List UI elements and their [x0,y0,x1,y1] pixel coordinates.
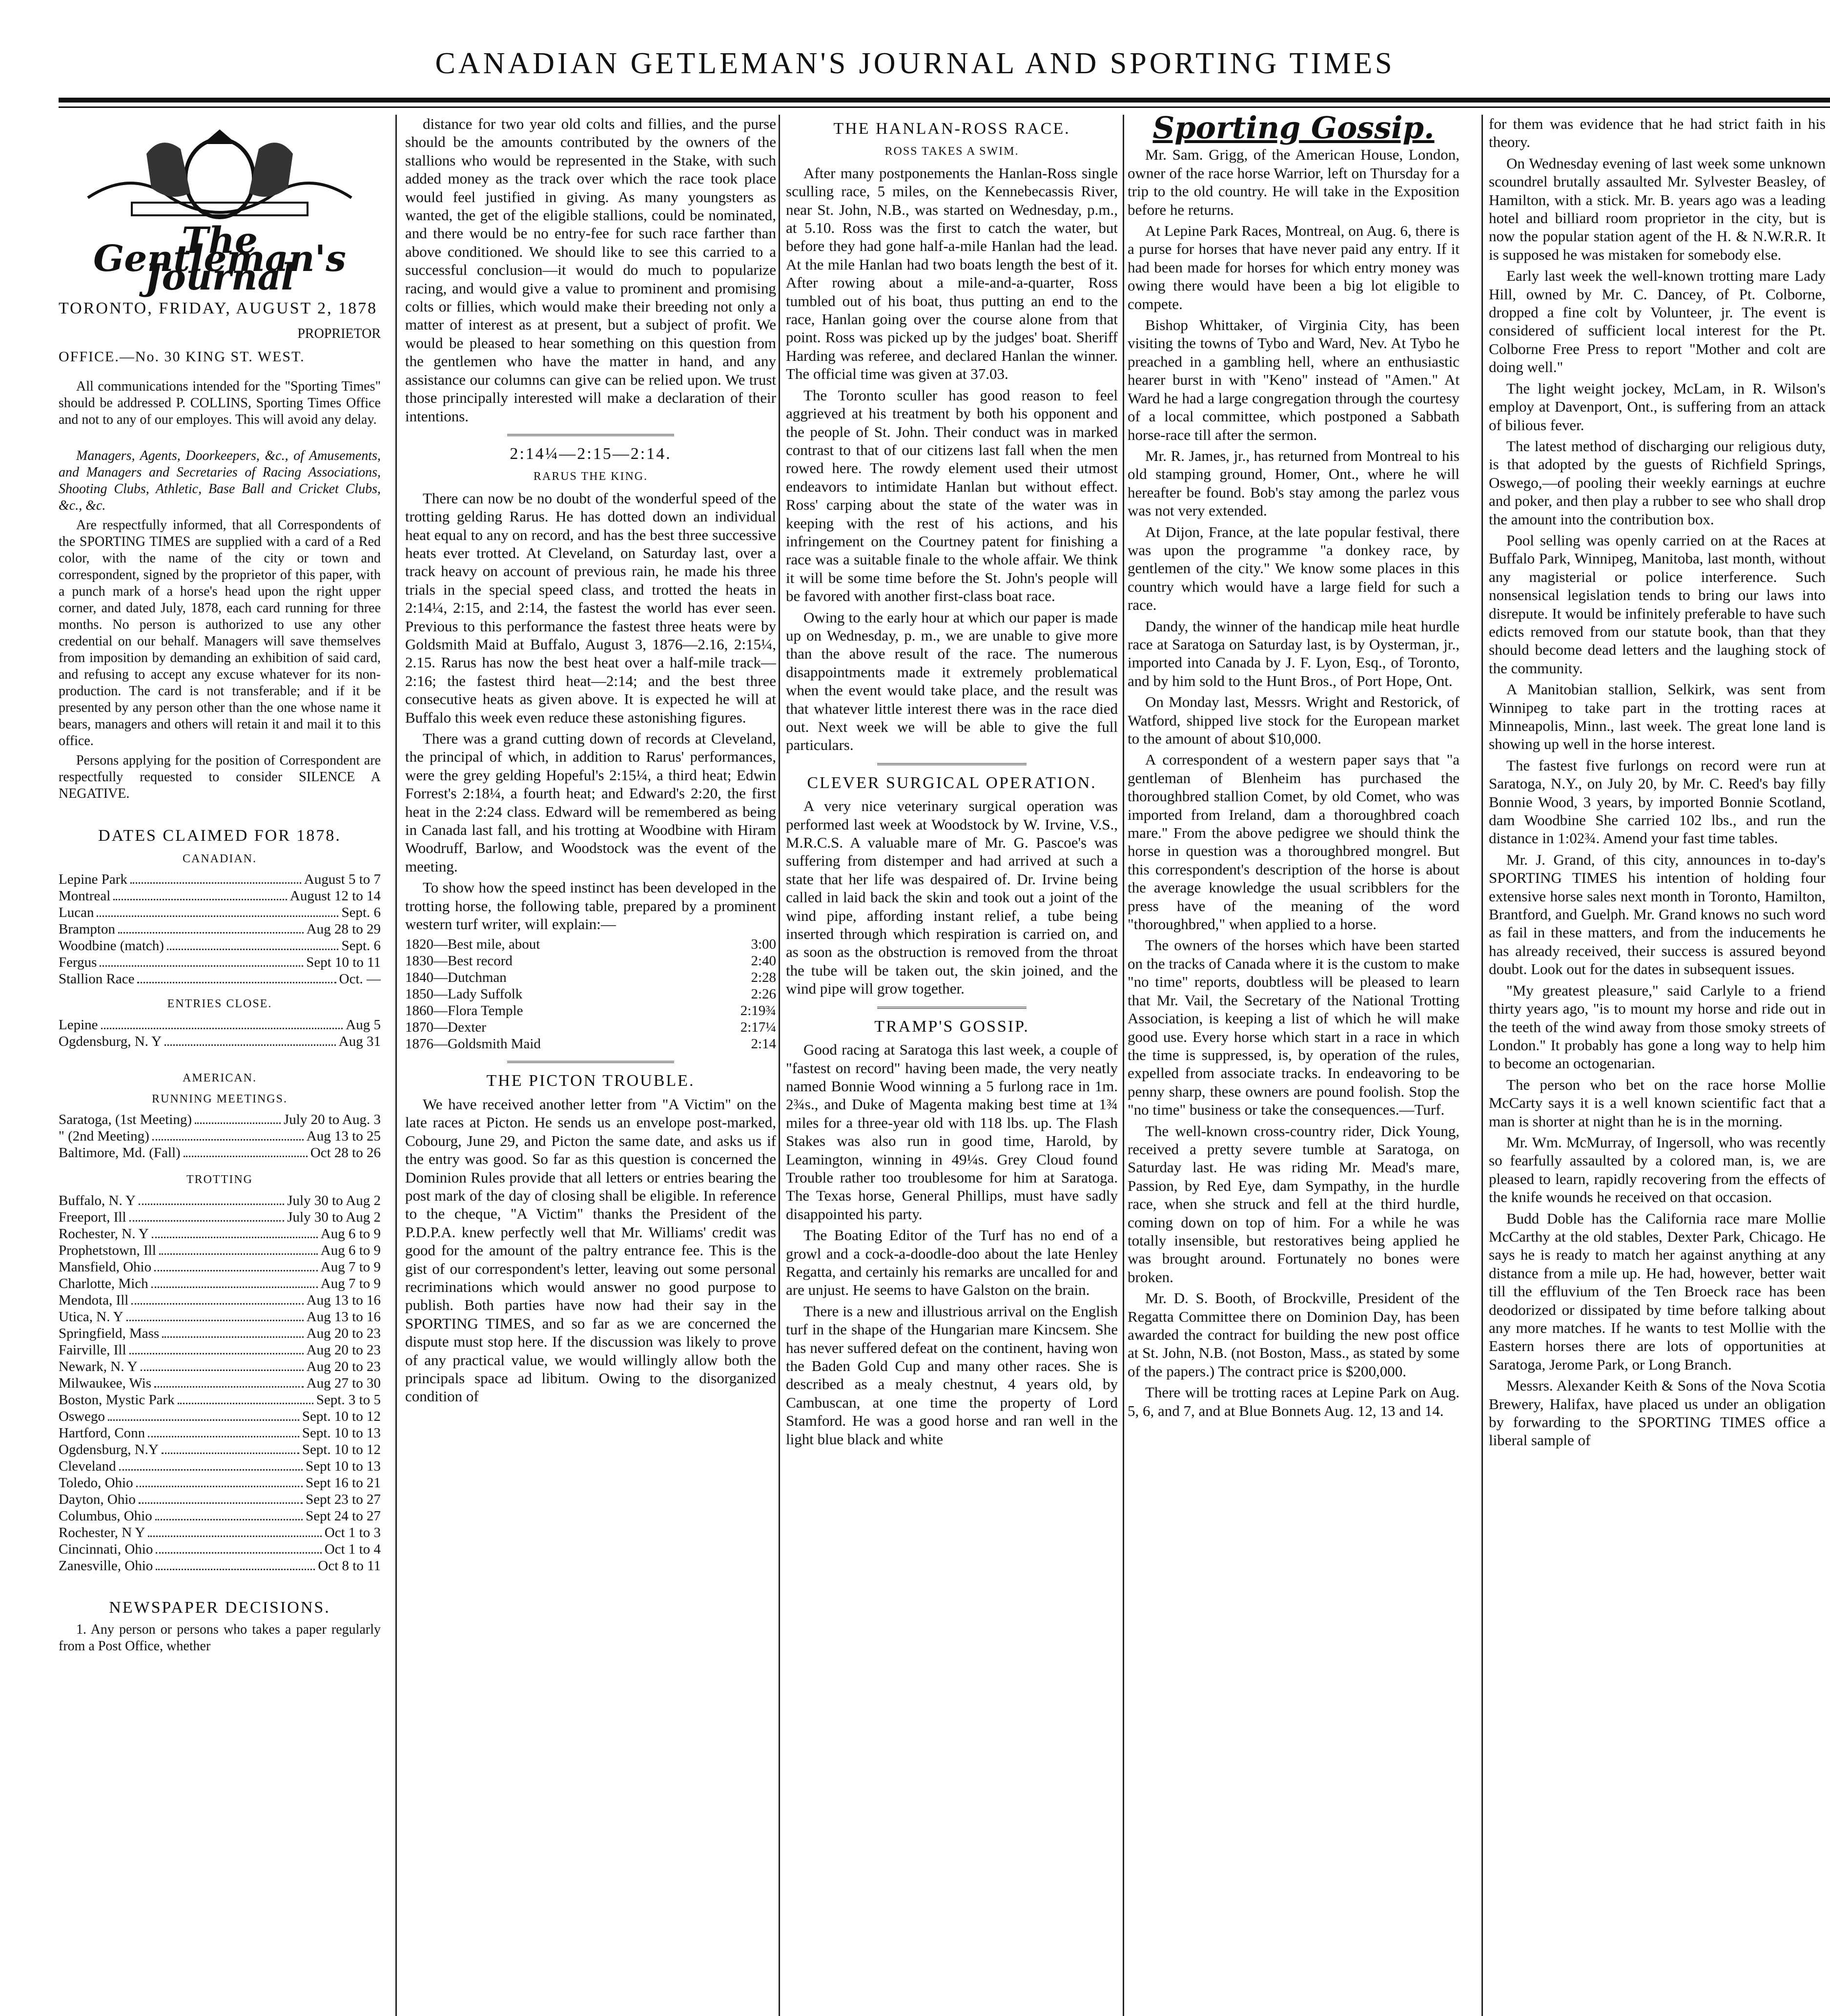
list-item-place: Charlotte, Mich [59,1275,148,1291]
article-text: A Manitobian stallion, Selkirk, was sent from Winnipeg to take part in the trotting races at Minneapolis, Minn., last week. The great lone land is showing up well in the horse interest. [1489,681,1826,753]
article-text: distance for two year old colts and fillies, and the purse should be the amounts contributed by the owners of the stallions who would be represented in the Stake, with such added money as the track over which the race took place would feel justified in giving. As many youngsters as wanted, the get of the eligible stallions, could be nominated, and there would be no entry-fee for such race farther than above conditioned. We should like to see this carried to a successful conclusion—it would do much to popularize racing, and would give a value to prominent and promising colts or fillies, which would make their breeding not only a matter of interest as at present, but a subject of profit. We would be pleased to hear something on this question from the gentlemen who have the matter in hand, and any assistance our columns can give can be relied upon. We trust those principally interested will make a declaration of their intentions. [405,115,776,425]
list-item-place: Columbus, Ohio [59,1508,152,1524]
leader-dots [130,871,301,884]
list-item-date: Aug 6 to 9 [320,1226,381,1242]
list-item [59,1541,381,1558]
column-3 [786,115,1118,2016]
list-item-place: Lucan [59,905,94,921]
list-item [59,1192,381,1209]
column-rule [1123,115,1124,2016]
list-item-place: Ogdensburg, N.Y [59,1441,159,1457]
article-text: Messrs. Alexander Keith & Sons of the Nova Scotia Brewery, Halifax, have placed us under an obligation by forwarding to the SPORTING TIMES office a liberal sample of [1489,1377,1826,1449]
list-item [59,1209,381,1226]
article-text: The fastest five furlongs on record were run at Saratoga, N.Y., on July 20, by Mr. C. Reed's bay filly Bonnie Wood, 3 years, by imported Bonnie Scotland, dam Woodbine She carried 102 lbs., and run the distance in 1:02¾. Amend your fast time tables. [1489,756,1826,847]
leader-dots [148,1524,321,1537]
list-item-place: Toledo, Ohio [59,1475,133,1491]
column-rule [1481,115,1483,2016]
table-cell-entry: 1820—Best mile, about [405,936,540,953]
proprietor-label: PROPRIETOR [297,326,381,341]
list-item-place: Cincinnati, Ohio [59,1541,153,1557]
column-4 [1128,115,1460,2016]
article-text: "My greatest pleasure," said Carlyle to a friend thirty years ago, "is to mount my horse and ride out in the teeth of the wind away from those smoky streets of London." It probably has gone a long way to help him to become an octogenarian. [1489,981,1826,1072]
leader-dots [108,1408,299,1421]
leader-dots [131,1292,303,1305]
leader-dots [195,1111,281,1124]
leader-dots [129,1342,304,1354]
article-text: Mr. R. James, jr., has returned from Montreal to his old stamping ground, Homer, Ont., where he will hereafter be found. Bob's stay among the parlez vous was not very extended. [1128,447,1460,520]
dateline: TORONTO, FRIDAY, AUGUST 2, 1878 [59,299,378,318]
list-item [59,1358,381,1375]
list-item-place: Woodbine (match) [59,938,164,954]
list-item [59,1144,381,1161]
leader-dots [156,1558,315,1570]
list-item-date: Aug 6 to 9 [320,1242,381,1258]
hanlan-subheading: ROSS TAKES A SWIM. [884,145,1019,158]
leader-dots [118,921,304,934]
list-item-place: Saratoga, (1st Meeting) [59,1112,192,1128]
article-text: Early last week the well-known trotting mare Lady Hill, owned by Mr. C. Dancey, of Pt. Colborne, dropped a fine colt by Volunteer, jr. The event is considered of sufficient local interest for the Pt. Colborne Free Press to report "Mother and colt are doing well." [1489,267,1826,376]
article-text: Budd Doble has the California race mare Mollie McCarthy at the old stables, Dexter Park, Chicago. He says he is ready to match her against anything at any distance from a mile up. He had, however, better wait till the effluvium of the Ten Broeck race has been deodorized or dissipated by time before talking about any more matches. If he wants to test Mollie with the Eastern horses there are lots of opportunities at Saratoga, Jerome Park, or Long Branch. [1489,1209,1826,1373]
list-item-place: Buffalo, N. Y [59,1192,136,1208]
list-item-date: Sept. 10 to 13 [302,1425,381,1441]
rarus-subheading: RARUS THE KING. [533,470,648,483]
list-item-place: Montreal [59,888,111,904]
list-item-date: Aug 28 to 29 [306,921,381,937]
list-item-date: August 12 to 14 [289,888,381,904]
leader-dots [100,954,303,967]
article-text: Mr. Sam. Grigg, of the American House, London, owner of the race horse Warrior, left on Thursday for a trip to the old country. He will take in the Exposition before he returns. [1128,146,1460,218]
list-item-date: Aug 20 to 23 [306,1342,381,1358]
list-item-date: Sept. 10 to 12 [302,1408,381,1424]
leader-dots [137,971,336,983]
article-text: Mr. J. Grand, of this city, announces in to-day's SPORTING TIMES his intention of holding four extensive horse sales next month in Toronto, Hamilton, Brantford, and Guelph. Mr. Grand knows no such word as fail in these matters, and from the inducements he has already received, their success is assured beyond doubt. Look out for the dates in subsequent issues. [1489,851,1826,978]
list-item-place: Hartford, Conn [59,1425,145,1441]
leader-dots [141,1358,304,1371]
leader-dots [101,1017,343,1029]
leader-dots [136,1475,303,1487]
article-text: At Lepine Park Races, Montreal, on Aug. 6, there is a purse for horses that have never paid any entry. If it had been made for horses for which entry money was owing there would have been a big lot eligible to compete. [1128,222,1460,312]
list-item-date: August 5 to 7 [304,872,381,888]
list-item-date: Sept 10 to 11 [306,955,381,971]
list-item-place: Boston, Mystic Park [59,1392,175,1408]
masthead-rule [59,98,1830,103]
leader-dots [139,1192,284,1205]
leader-dots [152,1128,304,1141]
list-item-date: Aug 27 to 30 [306,1375,381,1391]
list-item-date: Sept. 6 [341,905,381,921]
list-item-date: Sept 16 to 21 [306,1475,381,1491]
column-rule [395,115,397,2016]
article-text: The person who bet on the race horse Mollie McCarty says it is a well known scientific fact that a man is shorter at night than he is in the morning. [1489,1076,1826,1130]
list-item-date: Aug 13 to 16 [306,1292,381,1308]
list-item-place: Utica, N. Y [59,1309,123,1325]
leader-dots [154,1259,318,1271]
article-text: The light weight jockey, McLam, in R. Wilson's employ at Davenport, Ont., is suffering from an attack of bilious fever. [1489,379,1826,434]
column-2 [405,115,776,2016]
list-item-date: Oct 1 to 3 [324,1524,381,1540]
list-item-date: Oct 1 to 4 [324,1541,381,1557]
article-text: The latest method of discharging our religious duty, is that adopted by the guests of Richfield Springs, Oswego,—of pooling their weekly earnings at euchre and poker, and then play a rubber to see who shall drop the amount into the contribution box. [1489,437,1826,528]
leader-dots [154,1375,304,1388]
list-item [59,888,381,904]
list-item [59,904,381,921]
leader-dots [126,1309,304,1321]
article-text: There was a grand cutting down of records at Cleveland, the principal of which, in addition to Rarus' performances, were the grey gelding Hopeful's 2:15¼, a third heat; Edwin Forrest's 2:18¼, a fourth heat; and Edward's 2:20, the first heat in the 2:24 class. Edward will be remembered as being in Canada last fall, and his trotting at Woodbine with Hiram Woodruff, Barlow, and Woodstock was the event of the meeting. [405,730,776,875]
table-cell-entry: 1860—Flora Temple [405,1003,523,1019]
list-item-place: Lepine [59,1017,98,1033]
article-text: Bishop Whittaker, of Virginia City, has been visiting the towns of Tybo and Ward, Nev. At Tybo he preached in a gambling hell, where an enthusiastic hearer burst in with "Keno" instead of "Amen." At Ward he had a large congregation through the courtesy of a local committee, which postponed a Sabbath horse-race till after the sermon. [1128,316,1460,443]
leader-dots [184,1144,308,1157]
list-item [59,1111,381,1128]
list-item [59,1342,381,1358]
entries-heading: ENTRIES CLOSE. [167,998,272,1011]
list-item [59,1128,381,1144]
list-item-date: Aug 5 [346,1017,381,1033]
list-item-date: July 20 to Aug. 3 [284,1112,381,1128]
table-row [405,1019,776,1036]
list-item [59,1242,381,1259]
list-item-place: Mendota, Ill [59,1292,129,1308]
table-cell-time: 2:40 [751,953,776,969]
picton-heading: THE PICTON TROUBLE. [486,1072,695,1090]
running-list [59,1111,381,1161]
table-cell-time: 2:17¼ [740,1019,776,1036]
list-item [59,1292,381,1309]
american-heading: AMERICAN. [182,1071,257,1084]
leader-dots [167,937,339,950]
list-item [59,921,381,937]
list-item-date: July 30 to Aug 2 [287,1209,381,1225]
leader-dots [119,1458,303,1471]
table-cell-entry: 1830—Best record [405,953,513,969]
article-text: The owners of the horses which have been started on the tracks of Canada where it is the custom to make "no time" reports, doubtless will be pleased to learn that Mr. Vail, the Secretary of the National Trotting Association, is keeping a list of which he will make good use. Every horse which start in a race in which the time is suppressed, is, by operation of the rules, expelled from associate tracks. In endeavoring to be penny sharp, these owners are pound foolish. Stop the "no time" business or take the consequences.—Turf. [1128,936,1460,1119]
separator [877,763,1027,765]
article-text: Pool selling was openly carried on at the Races at Buffalo Park, Winnipeg, Manitoba, last month, without any magisterial or police interference. Such nonsensical legislation tends to bring our laws into disrepute. It would be infinitely preferable to have such edicts removed from our statute book, than that they should become dead letters and the laughing stock of the community. [1489,531,1826,677]
list-item-place: Oswego [59,1408,105,1424]
article-text: There can now be no doubt of the wonderful speed of the trotting gelding Rarus. He has dotted down an individual heat equal to any on record, and has the best three successive heats ever trotted. At Cleveland, on Saturday last, over a track heavy on account of previous rain, he made his three trials in the special speed class, and trotted the heats in 2:14¼, 2:15, and 2:14, the fastest the world has ever seen. Previous to this performance the fastest three heats were by Goldsmith Maid at Buffalo, August 3, 1876—2.16, 2:15¼, 2.15. Rarus has now the best heat over a half-mile track—2:16; the fastest third heat—2:14; and the best three consecutive heats as given above. It is expected he will at Buffalo this week even reduce these astonishing figures. [405,489,776,726]
leader-dots [156,1541,321,1554]
list-item-place: Prophetstown, Ill [59,1242,156,1258]
leader-dots [178,1392,313,1404]
entries-list [59,1017,381,1050]
newspaper-body: 1. Any person or persons who takes a paper regularly from a Post Office, whether [59,1622,381,1654]
article-text: Owing to the early hour at which our paper is made up on Wednesday, p. m., we are unable to give more than the above result of the race. The numerous disappointments made it extremely problematical when the event would take place, and the result was that whatever little interest there was in the race died out. Next week we will be able to give the full particulars. [786,608,1118,754]
trotting-heading: TROTTING [186,1173,253,1186]
leader-dots [129,1209,285,1222]
list-item-place: Freeport, Ill [59,1209,126,1225]
table-row [405,936,776,953]
table-row [405,969,776,986]
leader-dots [162,1441,299,1454]
notice: All communications intended for the "Sporting Times" should be addressed P. COLLINS, Sporting Times Office and not to any of our employes. This will avoid any delay. [59,379,381,428]
canadian-heading: CANADIAN. [183,852,257,865]
list-item-place: " (2nd Meeting) [59,1128,149,1144]
list-item [59,1259,381,1275]
article-text: We have received another letter from "A Victim" on the late races at Picton. He sends us an envelope post-marked, Cobourg, June 29, and Picton the same date, and asks us if the entry was good. So far as this question is concerned the Dominion Rules provide that all letters or entries bearing the post mark of the day of closing shall be eligible. In reference to the cheque, "A Victim" thanks the President of the P.D.P.A. knew perfectly well that Mr. Williams' credit was good for the amount of the paltry entrance fee. This is the gist of our correspondent's letter, leaving out some personal recriminations which would answer no good purpose to publish. Both parties have now had their say in the SPORTING TIMES, and so far as we are concerned the dispute must stop here. If the discussion was likely to prove of any practical value, we would willingly allow both the principals space ad libitum. Owing to the disorganized condition of [405,1095,776,1405]
list-item [59,1375,381,1392]
list-item-date: Aug 20 to 23 [306,1358,381,1374]
table-cell-entry: 1840—Dutchman [405,970,507,986]
list-item [59,1226,381,1242]
list-item [59,1033,381,1050]
list-item-place: Mansfield, Ohio [59,1259,152,1275]
leader-dots [162,1325,304,1338]
masthead: CANADIAN GETLEMAN'S JOURNAL AND SPORTING TIMES [435,47,1395,80]
table-row [405,986,776,1002]
list-item-place: Lepine Park [59,872,127,888]
list-item [59,871,381,888]
managers-body: Are respectfully informed, that all Correspondents of the SPORTING TIMES are supplied with a card of a Red color, with the name of the city or town and correspondent, signed by the proprietor of this paper, with a punch mark of a horse's head upon the right upper corner, and dated July, 1878, each card running for three months. No person is authorized to use any other credential on our behalf. Managers will save themselves from imposition by demanding an exhibition of said card, and refusing to accept any excuse whatever for its non-production. The card is not transferable; and if it be presented by any person other than the one whose name it bears, managers and others will retain it and mail it to this office. [59,518,381,749]
list-item-date: Aug 13 to 25 [306,1128,381,1144]
article-text: A very nice veterinary surgical operation was performed last week at Woodstock by W. Irvine, V.S., M.R.C.S. A valuable mare of Mr. G. Pascoe's was suffering from distemper and had arrived at such a state that her life was despaired of. Dr. Irvine being called in laid back the skin and took out a joint of the wind pipe, affording instant relief, a tube being inserted through which respiration is carried on, and as soon as the obstruction is removed from the throat the tube will be taken out, the skin joined, and the wind pipe will grow together. [786,797,1118,998]
leader-dots [151,1275,318,1288]
list-item-place: Ogdensburg, N. Y [59,1033,162,1049]
trotting-list [59,1192,381,1574]
dates-heading: DATES CLAIMED FOR 1878. [98,827,341,845]
list-item-date: Sept. 3 to 5 [316,1392,381,1408]
leader-dots [159,1242,318,1255]
table-cell-time: 2:28 [751,970,776,986]
article-text: Dandy, the winner of the handicap mile heat hurdle race at Saratoga on Saturday last, is by Oysterman, jr., imported into Canada by J. F. Lyon, Esq., of Toronto, and by him sold to the Hunt Bros., of Port Hope, Ont. [1128,617,1460,689]
list-item [59,1392,381,1408]
leader-dots [113,888,287,900]
separator [507,1061,674,1063]
list-item-place: Dayton, Ohio [59,1491,136,1507]
article-text: After many postponements the Hanlan-Ross single sculling race, 5 miles, on the Kennebecassis River, near St. John, N.B., was started on Wednesday, p.m., at 5.10. Ross was the first to catch the water, but before they had gone half-a-mile Hanlan had the lead. At the mile Hanlan had two boats length the best of it. After rowing about a mile-and-a-quarter, Ross tumbled out of his boat, thus putting an end to the race, Hanlan going over the course alone from that point. Ross was picked up by the judges' boat. Sheriff Harding was referee, and declared Hanlan the winner. The official time was given at 37.03. [786,164,1118,383]
table-cell-entry: 1876—Goldsmith Maid [405,1036,541,1052]
times-heading: 2:14¼—2:15—2:14. [510,444,672,463]
list-item-date: Aug 7 to 9 [320,1275,381,1291]
article-text: The Boating Editor of the Turf has no end of a growl and a cock-a-doodle-doo about the late Henley Regatta, and certainly his remarks are uncalled for and are unjust. He seems to have Galston on the brain. [786,1226,1118,1299]
list-item-place: Fergus [59,955,97,971]
list-item-date: Sept. 6 [341,938,381,954]
table-cell-time: 2:14 [751,1036,776,1052]
article-text: At Dijon, France, at the late popular festival, there was upon the programme "a donkey race, by gentlemen of the city." We know some places in this country which would have a large field for such a race. [1128,523,1460,614]
list-item-place: Fairville, Ill [59,1342,126,1358]
list-item [59,1491,381,1508]
list-item-date: Aug 20 to 23 [306,1325,381,1341]
list-item-place: Zanesville, Ohio [59,1558,153,1574]
list-item-date: Oct 28 to 26 [310,1145,381,1161]
list-item-date: Aug 7 to 9 [320,1259,381,1275]
table-cell-time: 2:26 [751,986,776,1002]
article-text: A correspondent of a western paper says that "a gentleman of Blenheim has purchased the thoroughbred stallion Comet, by old Comet, who was imported from Ireland, dam a thoroughbred coach mare." From the above pedigree we should think the horse in question was a thoroughbred mongrel. But this correspondent's description of the horse is about the average knowledge the usual scribblers for the press have of the meaning of the word "thoroughbred," when applied to a horse. [1128,751,1460,933]
leader-dots [164,1033,336,1046]
list-item-date: Aug 13 to 16 [306,1309,381,1325]
list-item [59,1309,381,1325]
column-1 [59,115,381,2016]
article-text: There is a new and illustrious arrival on the English turf in the shape of the Hungarian mare Kincsem. She has never suffered defeat on the continent, having won the Baden Gold Cup and many other races. She is described as a mealy chestnut, 4 years old, by Cambuscan, at one time the property of Lord Stamford. He was a good horse and ran well in the light blue black and white [786,1302,1118,1448]
list-item [59,1458,381,1475]
separator [877,1007,1027,1009]
hanlan-heading: THE HANLAN-ROSS RACE. [833,120,1070,138]
tramp-heading: TRAMP'S GOSSIP. [874,1017,1029,1036]
list-item-date: Oct. — [339,971,381,987]
speed-table [405,936,776,1052]
leader-dots [97,904,338,917]
table-cell-entry: 1870—Dexter [405,1019,486,1036]
column-rule [779,115,780,2016]
list-item [59,1425,381,1441]
journal-title: The Gentleman's Journal [93,220,346,298]
applying-notice: Persons applying for the position of Correspondent are respectfully requested to consider SILENCE A NEGATIVE. [59,753,381,802]
article-text: The Toronto sculler has good reason to feel aggrieved at his treatment by both his opponent and the people of St. John. Their conduct was in marked contrast to that of our citizens last fall when the men rowed here. The rowdy element used their utmost endeavors to intimidate Hanlan but without effect. Ross' carping about the state of the water was in keeping with the rest of his actions, and his infringement on the Courtney patent for finishing a race was a suitable finale to the whole affair. We think it will be some time before the St. John's people will be favored with another first-class boat race. [786,386,1118,605]
list-item-date: Sept 24 to 27 [306,1508,381,1524]
list-item-place: Springfield, Mass [59,1325,160,1341]
list-item-place: Newark, N. Y [59,1358,138,1374]
list-item [59,1475,381,1491]
sporting-gossip-heading: Sporting Gossip. [1152,115,1435,145]
article-text: On Monday last, Messrs. Wright and Restorick, of Watford, shipped live stock for the European market to the amount of about $10,000. [1128,693,1460,747]
column-5 [1489,115,1826,2016]
leader-dots [152,1226,318,1238]
table-cell-time: 2:19¾ [740,1003,776,1019]
office-address: OFFICE.—No. 30 KING ST. WEST. [59,349,305,365]
article-text: Mr. Wm. McMurray, of Ingersoll, who was recently so fearfully assaulted by a colored man, is, we are pleased to learn, rapidly recovering from the effects of the knife wounds he received on that occasion. [1489,1133,1826,1206]
leader-dots [155,1508,303,1520]
list-item-place: Rochester, N Y [59,1524,145,1540]
list-item-place: Cleveland [59,1458,116,1474]
list-item [59,937,381,954]
surgical-heading: CLEVER SURGICAL OPERATION. [807,773,1097,792]
list-item [59,1524,381,1541]
article-text: for them was evidence that he had strict faith in his theory. [1489,115,1826,151]
list-item [59,971,381,987]
table-cell-entry: 1850—Lady Suffolk [405,986,523,1002]
list-item [59,1558,381,1574]
royal-crest-icon [73,125,366,227]
list-item-date: Sept. 10 to 12 [302,1441,381,1457]
list-item [59,1408,381,1425]
list-item-place: Brampton [59,921,115,937]
leader-dots [148,1425,299,1437]
list-item-place: Baltimore, Md. (Fall) [59,1145,181,1161]
table-row [405,1002,776,1019]
masthead-rule-thin [59,106,1830,108]
running-heading: RUNNING MEETINGS. [152,1093,288,1106]
article-text: To show how the speed instinct has been developed in the trotting horse, the following table, prepared by a prominent western turf writer, will explain:— [405,879,776,933]
list-item [59,954,381,971]
article-text: Mr. D. S. Booth, of Brockville, President of the Regatta Committee there on Dominion Day, has been awarded the contract for building the new post office at St. John, N.B. (not Boston, Mass., as stated by some of the papers.) The contract price is $200,000. [1128,1289,1460,1380]
list-item-place: Rochester, N. Y [59,1226,149,1242]
table-cell-time: 3:00 [751,936,776,953]
list-item-date: Sept 10 to 13 [306,1458,381,1474]
article-text: The well-known cross-country rider, Dick Young, received a pretty severe tumble at Saratoga, on Saturday last. He was riding Mr. Mead's mare, Passion, by Red Eye, dam Sympathy, in the hurdle race, when she struck and fell at the third hurdle, coming down on top of him. For a while he was totally insensible, but restoratives being applied he was brought around. Fortunately no bones were broken. [1128,1122,1460,1286]
list-item-place: Stallion Race [59,971,135,987]
list-item-date: Aug 31 [338,1033,381,1049]
list-item [59,1017,381,1033]
list-item-date: Oct 8 to 11 [318,1558,381,1574]
article-text: Good racing at Saratoga this last week, a couple of "fastest on record" having been made, the very neatly named Bonnie Wood winning a 5 furlong race in 1m. 2¾s., and Duke of Magenta making best time at 1¾ miles for a three-year old with 118 lbs. up. The Flash Stakes was also run in good time, Harold, by Leamington, winning in 49¼s. Grey Cloud found Trouble rather too troublesome for him at Saratoga. The Texas horse, General Phillips, must have sadly disappointed his party. [786,1041,1118,1223]
article-text: There will be trotting races at Lepine Park on Aug. 5, 6, and 7, and at Blue Bonnets Aug. 12, 13 and 14. [1128,1384,1460,1419]
list-item-date: July 30 to Aug 2 [287,1192,381,1208]
list-item [59,1275,381,1292]
list-item [59,1508,381,1524]
list-item [59,1325,381,1342]
table-row [405,1036,776,1052]
leader-dots [139,1491,303,1504]
managers-notice: Managers, Agents, Doorkeepers, &c., of Amusements, and Managers and Secretaries of Racing Associations, Shooting Clubs, Athletic, Base Ball and Cricket Clubs, &c., &c. [59,448,381,514]
list-item [59,1441,381,1458]
list-item-date: Sept 23 to 27 [306,1491,381,1507]
table-row [405,953,776,969]
canadian-list [59,871,381,987]
newspaper-heading: NEWSPAPER DECISIONS. [109,1598,330,1617]
separator [507,434,674,436]
list-item-place: Milwaukee, Wis [59,1375,151,1391]
article-text: On Wednesday evening of last week some unknown scoundrel brutally assaulted Mr. Sylvester Beasley, of Hamilton, with a stick. Mr. B. years ago was a leading hotel and billiard room proprietor in the city, but is now the popular station agent of the H. & N.W.R.R. It is supposed he was mistaken for somebody else. [1489,154,1826,263]
